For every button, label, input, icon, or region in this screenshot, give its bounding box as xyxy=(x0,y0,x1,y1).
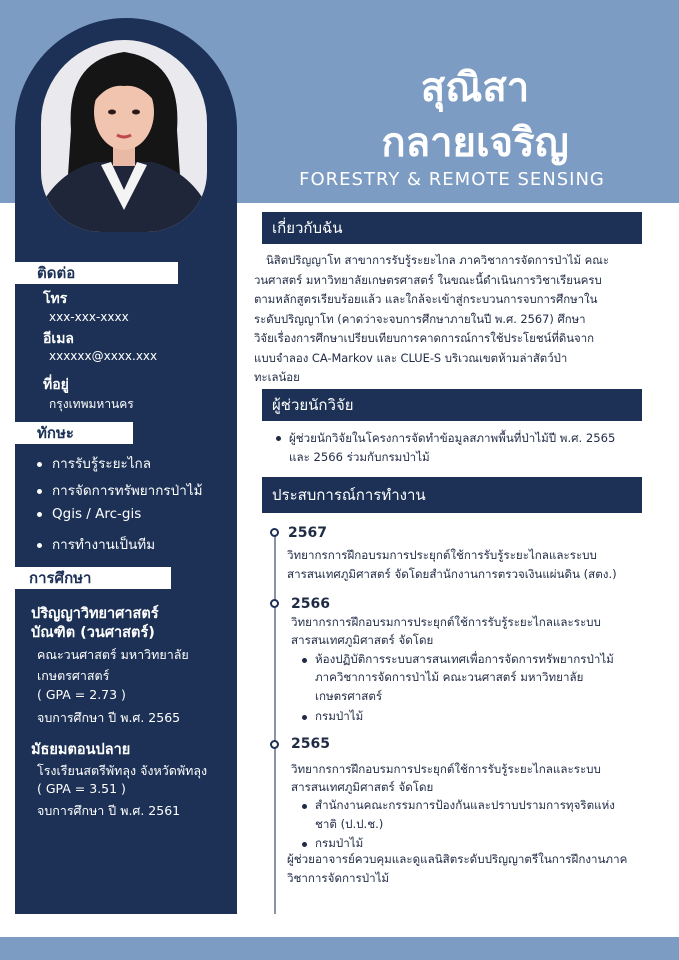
address-label: ที่อยู่ xyxy=(43,377,69,393)
email-value: xxxxxx@xxxx.xxx xyxy=(49,349,158,363)
experience-heading: ประสบการณ์การทำงาน xyxy=(262,477,642,513)
bullet-icon xyxy=(37,489,42,494)
bullet-icon xyxy=(276,436,281,441)
bullet-icon xyxy=(302,658,307,663)
experience-text: วิทยากรการฝึกอบรมการประยุกต์ใช้การรับรู้ระยะไกลและระบบ xyxy=(291,762,601,776)
school-gpa: ( GPA = 3.51 ) xyxy=(37,781,126,796)
experience-text: สารสนเทศภูมิศาสตร์ จัดโดย xyxy=(291,633,434,647)
footer-band xyxy=(0,937,679,960)
phone-value: xxx-xxx-xxxx xyxy=(49,310,129,324)
skills-heading: ทักษะ xyxy=(15,422,133,444)
timeline-dot xyxy=(270,740,279,749)
experience-bullet: ภาควิชาการจัดการป่าไม้ คณะวนศาสตร์ มหาวิทยาลัย xyxy=(315,670,584,684)
skill-item: การรับรู้ระยะไกล xyxy=(37,452,151,474)
experience-bullet: กรมป่าไม้ xyxy=(315,836,364,850)
first-name: สุณิสา xyxy=(420,65,530,111)
contact-heading: ติดต่อ xyxy=(15,262,178,284)
phone-label: โทร xyxy=(43,291,68,307)
experience-text: ผู้ช่วยอาจารย์ควบคุมและดูแลนิสิตระดับปริญญาตรีในการฝึกงานภาค xyxy=(287,852,628,866)
bullet-icon xyxy=(37,512,42,517)
profession-subtitle: FORESTRY & REMOTE SENSING xyxy=(299,169,605,190)
email-label: อีเมล xyxy=(43,331,75,347)
bullet-icon xyxy=(302,842,307,847)
experience-bullet: สำนักงานคณะกรรมการป้องกันและปราบปรามการทุจริตแห่ง xyxy=(315,798,615,812)
timeline-dot xyxy=(270,528,279,537)
skill-item: Qgis / Arc-gis xyxy=(37,506,141,522)
experience-text: วิชาการจัดการป่าไม้ xyxy=(287,871,390,885)
school-grad-year: จบการศึกษา ปี พ.ศ. 2561 xyxy=(37,803,181,818)
bullet-icon xyxy=(302,715,307,720)
experience-year: 2567 xyxy=(288,525,327,541)
experience-text: วิทยากรการฝึกอบรมการประยุกต์ใช้การรับรู้ระยะไกลและระบบ xyxy=(287,548,597,562)
experience-text: สารสนเทศภูมิศาสตร์ จัดโดย xyxy=(291,780,434,794)
experience-bullet: ชาติ (ป.ป.ช.) xyxy=(315,817,384,831)
degree-title-2: บัณฑิต (วนศาสตร์) xyxy=(31,625,155,641)
sidebar xyxy=(15,18,237,914)
experience-text: สารสนเทศภูมิศาสตร์ จัดโดยสำนักงานการตรวจเงินแผ่นดิน (สตง.) xyxy=(287,567,617,581)
experience-text: วิทยากรการฝึกอบรมการประยุกต์ใช้การรับรู้ระยะไกลและระบบ xyxy=(291,615,601,629)
degree-title: ปริญญาวิทยาศาสตร์ xyxy=(31,606,159,622)
research-heading: ผู้ช่วยนักวิจัย xyxy=(262,389,642,421)
portrait-image xyxy=(41,40,207,232)
bullet-icon xyxy=(37,462,42,467)
timeline-line xyxy=(274,530,276,914)
school-title: มัธยมตอนปลาย xyxy=(31,742,131,758)
skill-item: การจัดการทรัพยากรป่าไม้ xyxy=(37,479,203,501)
skill-item: การทำงานเป็นทีม xyxy=(37,533,155,555)
experience-bullet: เกษตรศาสตร์ xyxy=(315,689,383,703)
school-name: โรงเรียนสตรีพัทลุง จังหวัดพัทลุง xyxy=(37,763,208,778)
university-name: คณะวนศาสตร์ มหาวิทยาลัย xyxy=(37,647,189,662)
bullet-icon xyxy=(37,543,42,548)
university-name-2: เกษตรศาสตร์ xyxy=(37,668,110,683)
university-grad-year: จบการศึกษา ปี พ.ศ. 2565 xyxy=(37,710,181,725)
research-line: ผู้ช่วยนักวิจัยในโครงการจัดทำข้อมูลสภาพพื้นที่ป่าไม้ปี พ.ศ. 2565 xyxy=(289,431,616,445)
experience-bullet: ห้องปฏิบัติการระบบสารสนเทศเพื่อการจัดการทรัพยากรป่าไม้ xyxy=(315,652,614,666)
bullet-icon xyxy=(302,804,307,809)
education-heading: การศึกษา xyxy=(15,567,171,589)
about-text: นิสิตปริญญาโท สาขาการรับรู้ระยะไกล ภาควิชาการจัดการป่าไม้ คณะ วนศาสตร์ มหาวิทยาลัยเกษตรศาสตร์ ในขณะนี้ดำเนินการวิชาเรียนครบ ตามหลักสูตรเรียบร้อยแล้ว และใกล้จะเข้าสู่กระบวนการจบการศึกษาใน ระดับปริญญาโท (คาดว่าจะจบการศึกษาภายในปี พ.ศ. 2567) ศึกษา วิจัยเรื่องการศึกษาเปรียบเทียบการคาดการณ์การใช้ประโยชน์ที่ดินจาก แบบจำลอง CA-Markov และ CLUE-S บริเวณเขตห้ามล่าสัตว์ป่า ทะเลน้อย xyxy=(254,253,609,384)
university-gpa: ( GPA = 2.73 ) xyxy=(37,687,126,702)
profile-photo xyxy=(41,40,207,232)
address-value: กรุงเทพมหานคร xyxy=(49,397,134,411)
timeline-dot xyxy=(270,599,279,608)
experience-year: 2565 xyxy=(291,736,330,752)
experience-year: 2566 xyxy=(291,596,330,612)
experience-bullet: กรมป่าไม้ xyxy=(315,709,364,723)
about-heading: เกี่ยวกับฉัน xyxy=(262,212,642,244)
research-line-2: และ 2566 ร่วมกับกรมป่าไม้ xyxy=(289,450,430,464)
last-name: กลายเจริญ xyxy=(381,120,569,166)
